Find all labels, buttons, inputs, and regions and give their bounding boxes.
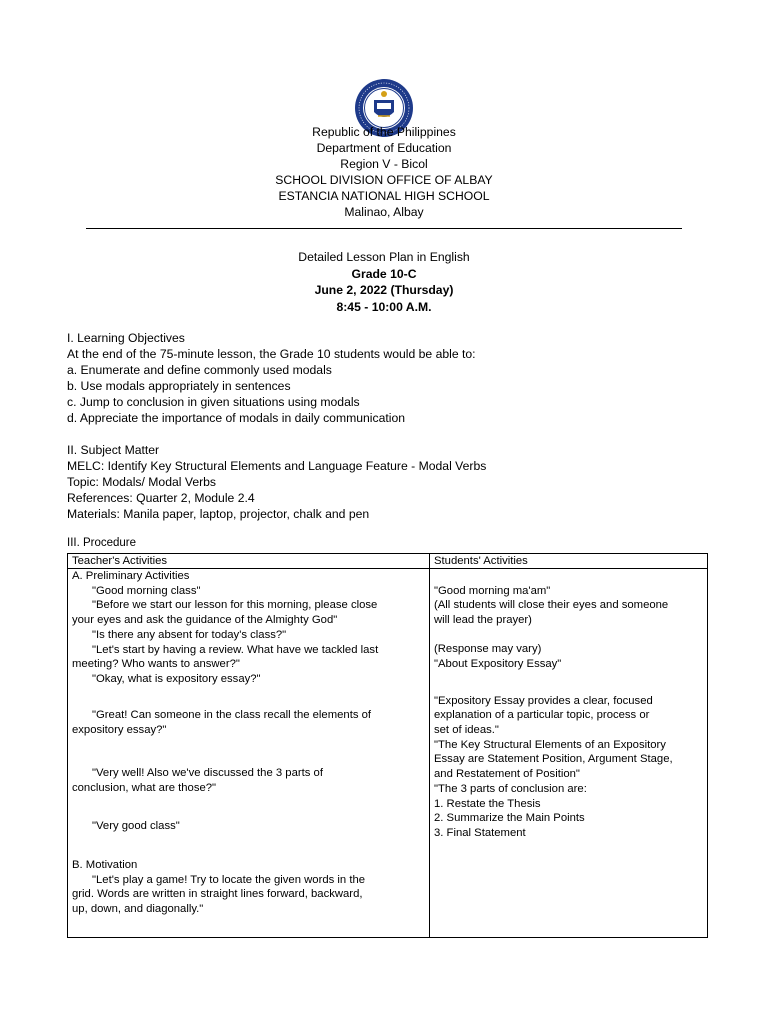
- teacher-line: "Okay, what is expository essay?": [92, 672, 261, 685]
- student-line: 1. Restate the Thesis: [434, 797, 541, 810]
- student-line: Essay are Statement Position, Argument Stage,: [434, 753, 673, 766]
- objectives-intro: At the end of the 75-minute lesson, the Grade 10 students would be able to:: [67, 347, 476, 361]
- objective-item: d. Appreciate the importance of modals in daily communication: [67, 411, 406, 425]
- teacher-activities-cell: [68, 569, 430, 938]
- lesson-time: 8:45 - 10:00 A.M.: [336, 299, 432, 314]
- teacher-line: meeting? Who wants to answer?": [72, 658, 240, 671]
- header-divider: [86, 228, 682, 229]
- header-line: Republic of the Philippines: [312, 125, 456, 139]
- objective-item: a. Enumerate and define commonly used modals: [67, 363, 332, 377]
- student-line: "Good morning ma'am": [434, 584, 551, 597]
- teacher-column-header: Teacher's Activities: [68, 554, 430, 569]
- teacher-line: grid. Words are written in straight lines forward, backward,: [72, 888, 363, 901]
- header-line: Malinao, Albay: [344, 205, 424, 219]
- lesson-title-block: [0, 249, 768, 315]
- student-line: set of ideas.": [434, 723, 499, 736]
- teacher-line: expository essay?": [72, 724, 167, 737]
- student-line: 3. Final Statement: [434, 826, 526, 839]
- procedure-table: [67, 553, 708, 938]
- student-line: (All students will close their eyes and someone: [434, 599, 669, 612]
- grade-section: Grade 10-C: [351, 266, 417, 281]
- subject-matter: [67, 442, 707, 522]
- student-line: "The Key Structural Elements of an Expository: [434, 738, 666, 751]
- teacher-line: "Let's play a game! Try to locate the given words in the: [92, 873, 366, 886]
- student-line: and Restatement of Position": [434, 768, 580, 781]
- materials-line: Materials: Manila paper, laptop, projector, chalk and pen: [67, 507, 370, 521]
- student-line: "Expository Essay provides a clear, focused: [434, 694, 653, 707]
- teacher-line: "Good morning class": [92, 584, 201, 597]
- students-activities-cell: [430, 569, 708, 938]
- objective-item: c. Jump to conclusion in given situations using modals: [67, 395, 360, 409]
- student-line: "The 3 parts of conclusion are:: [434, 782, 587, 795]
- teacher-line: "Is there any absent for today's class?": [92, 628, 287, 641]
- activity-heading: B. Motivation: [72, 858, 138, 871]
- header-line: ESTANCIA NATIONAL HIGH SCHOOL: [278, 189, 490, 203]
- section-heading: II. Subject Matter: [67, 443, 160, 457]
- teacher-line: "Very well! Also we've discussed the 3 parts of: [92, 767, 323, 780]
- teacher-line: "Very good class": [92, 819, 180, 832]
- teacher-line: "Great! Can someone in the class recall the elements of: [92, 709, 372, 722]
- learning-objectives: [67, 330, 707, 426]
- student-line: will lead the prayer): [434, 614, 532, 627]
- student-line: 2. Summarize the Main Points: [434, 812, 585, 825]
- objective-item: b. Use modals appropriately in sentences: [67, 379, 291, 393]
- melc-line: MELC: Identify Key Structural Elements and Language Feature - Modal Verbs: [67, 459, 487, 473]
- student-line: (Response may vary): [434, 643, 542, 656]
- teacher-line: your eyes and ask the guidance of the Almighty God": [72, 614, 338, 627]
- school-header: [0, 124, 768, 220]
- student-line: "About Expository Essay": [434, 658, 562, 671]
- teacher-line: "Let's start by having a review. What have we tackled last: [92, 643, 379, 656]
- teacher-line: "Before we start our lesson for this morning, please close: [92, 599, 378, 612]
- header-line: Department of Education: [316, 141, 452, 155]
- procedure-heading: III. Procedure: [67, 537, 137, 549]
- topic-line: Topic: Modals/ Modal Verbs: [67, 475, 217, 489]
- header-line: SCHOOL DIVISION OFFICE OF ALBAY: [275, 173, 493, 187]
- students-column-header: Students' Activities: [430, 554, 708, 569]
- student-line: explanation of a particular topic, process or: [434, 709, 650, 722]
- teacher-line: up, down, and diagonally.": [72, 903, 204, 915]
- table-header-row: [68, 554, 708, 569]
- section-heading: I. Learning Objectives: [67, 331, 185, 345]
- lesson-title: Detailed Lesson Plan in English: [298, 250, 470, 264]
- references-line: References: Quarter 2, Module 2.4: [67, 491, 255, 505]
- activity-heading: A. Preliminary Activities: [72, 570, 190, 582]
- teacher-line: conclusion, what are those?": [72, 782, 217, 795]
- lesson-date: June 2, 2022 (Thursday): [314, 283, 454, 297]
- table-row: [68, 569, 708, 938]
- header-line: Region V - Bicol: [340, 157, 428, 171]
